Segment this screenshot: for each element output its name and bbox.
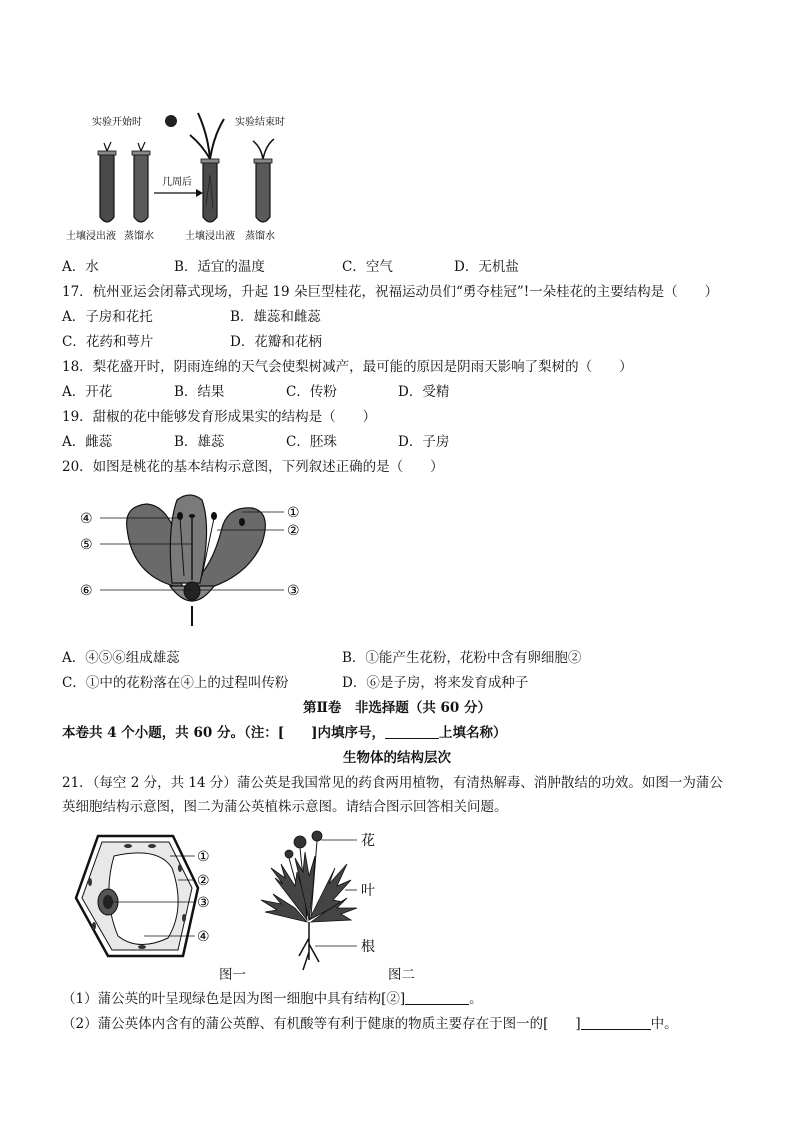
label-1: ①: [287, 505, 300, 521]
q21-sub2-prefix: （2）蒲公英体内含有的蒲公英醇、有机酸等有利于健康的物质主要存在于图一的[ ]: [62, 1016, 581, 1032]
q18-option-a[interactable]: A．开花: [62, 384, 113, 400]
figure1-caption: 图一: [219, 967, 246, 983]
ovary: [184, 582, 200, 600]
cell-label-1: ①: [197, 849, 210, 865]
plant-label-flower: 花: [361, 833, 375, 849]
part2-note-prefix: 本卷共 4 个小题，共 60 分。（注：[ ]内填序号，: [62, 725, 386, 741]
q21-sub2-suffix: 中。: [650, 1016, 678, 1032]
q20-option-a[interactable]: A．④⑤⑥组成雄蕊: [62, 650, 180, 666]
label-2: ②: [287, 523, 300, 539]
q20-stem: 20．如图是桃花的基本结构示意图，下列叙述正确的是（ ）: [62, 459, 444, 475]
leaves: [261, 852, 357, 922]
dandelion-cell-figure: [68, 828, 228, 988]
q17-option-d[interactable]: D．花瓣和花柄: [230, 334, 322, 350]
label-4: ④: [80, 511, 93, 527]
q21-sub2-answer-blank[interactable]: [581, 1015, 651, 1030]
plant-label-root: 根: [361, 939, 375, 955]
q21-stem-line2: 英细胞结构示意图，图二为蒲公英植株示意图。请结合图示回答相关问题。: [62, 799, 508, 815]
q19-option-d[interactable]: D．子房: [398, 434, 450, 450]
q16-option-b[interactable]: B．适宜的温度: [174, 259, 265, 275]
q17-option-a[interactable]: A．子房和花托: [62, 309, 153, 325]
q21-sub1-prefix: （1）蒲公英的叶呈现绿色是因为图一细胞中具有结构[②]: [62, 991, 406, 1007]
q19-stem: 19．甜椒的花中能够发育形成果实的结构是（ ）: [62, 409, 377, 425]
dandelion-plant-figure: [255, 828, 385, 978]
tube-soil-extract-end: [190, 113, 224, 222]
peach-flower-figure: [72, 488, 312, 628]
section-title: 生物体的结构层次: [343, 750, 451, 766]
q19-option-a[interactable]: A．雌蕊: [62, 434, 113, 450]
q16-option-c[interactable]: C．空气: [342, 259, 393, 275]
tube-distilled-water-end: [253, 139, 274, 222]
arrow-label: 几周后: [162, 177, 192, 188]
part2-note: [62, 723, 507, 743]
vacuole: [109, 853, 178, 945]
q20-option-c[interactable]: C．①中的花粉落在④上的过程叫传粉: [62, 675, 289, 691]
anther: [177, 512, 183, 520]
tube-distilled-water-start: [132, 142, 150, 222]
q17-option-b[interactable]: B．雄蕊和雌蕊: [230, 309, 321, 325]
label-3: ③: [287, 583, 300, 599]
label-experiment-start: 实验开始时: [92, 117, 142, 128]
part2-title: 第Ⅱ卷 非选择题（共 60 分）: [302, 700, 492, 716]
q16-option-a[interactable]: A．水: [62, 259, 99, 275]
tube-label-4: 蒸馏水: [245, 231, 275, 242]
label-5: ⑤: [80, 537, 93, 553]
tube-label-1: 土壤浸出液: [66, 231, 116, 242]
q19-option-b[interactable]: B．雄蕊: [174, 434, 225, 450]
tube-label-2: 蒸馏水: [124, 231, 154, 242]
stigma: [189, 514, 195, 518]
figure2-caption: 图二: [388, 967, 415, 983]
tube-soil-extract-start: [98, 142, 116, 222]
seed-icon: [165, 115, 177, 127]
test-tube-experiment-figure: [62, 105, 302, 245]
q18-option-b[interactable]: B．结果: [174, 384, 225, 400]
q18-stem: 18．梨花盛开时，阴雨连绵的天气会使梨树减产，最可能的原因是阴雨天影响了梨树的（ ）: [62, 359, 633, 375]
weeks-later-arrow: [154, 175, 203, 197]
q20-option-d[interactable]: D．⑥是子房，将来发育成种子: [342, 675, 529, 691]
q21-sub1-answer-blank[interactable]: [405, 990, 469, 1005]
q21-sub1: [62, 989, 483, 1009]
label-experiment-end: 实验结束时: [235, 117, 285, 128]
q17-option-c[interactable]: C．花药和萼片: [62, 334, 154, 350]
cell-label-3: ③: [197, 895, 210, 911]
cell-label-2: ②: [197, 873, 210, 889]
q21-sub2: [62, 1014, 678, 1034]
q21-stem-line1: 21．（每空 2 分，共 14 分）蒲公英是我国常见的药食两用植物，有清热解毒、消肿散结的功效。如图一为蒲公: [62, 775, 723, 791]
q19-option-c[interactable]: C．胚珠: [286, 434, 337, 450]
cell-label-4: ④: [197, 929, 210, 945]
q20-option-b[interactable]: B．①能产生花粉，花粉中含有卵细胞②: [342, 650, 582, 666]
tube-label-3: 土壤浸出液: [185, 231, 235, 242]
q18-option-d[interactable]: D．受精: [398, 384, 450, 400]
plant-label-leaf: 叶: [361, 883, 375, 899]
part2-note-suffix: 上填名称）: [439, 725, 507, 741]
label-6: ⑥: [80, 583, 93, 599]
center-petal: [170, 495, 206, 583]
q21-sub1-suffix: 。: [469, 991, 483, 1007]
part2-note-blank: [385, 724, 439, 739]
q16-option-d[interactable]: D．无机盐: [454, 259, 519, 275]
q17-stem: 17．杭州亚运会闭幕式现场，升起 19 朵巨型桂花，祝福运动员们“勇夺桂冠”!一朵桂花的主要结构是（ ）: [62, 284, 719, 300]
q18-option-c[interactable]: C．传粉: [286, 384, 337, 400]
